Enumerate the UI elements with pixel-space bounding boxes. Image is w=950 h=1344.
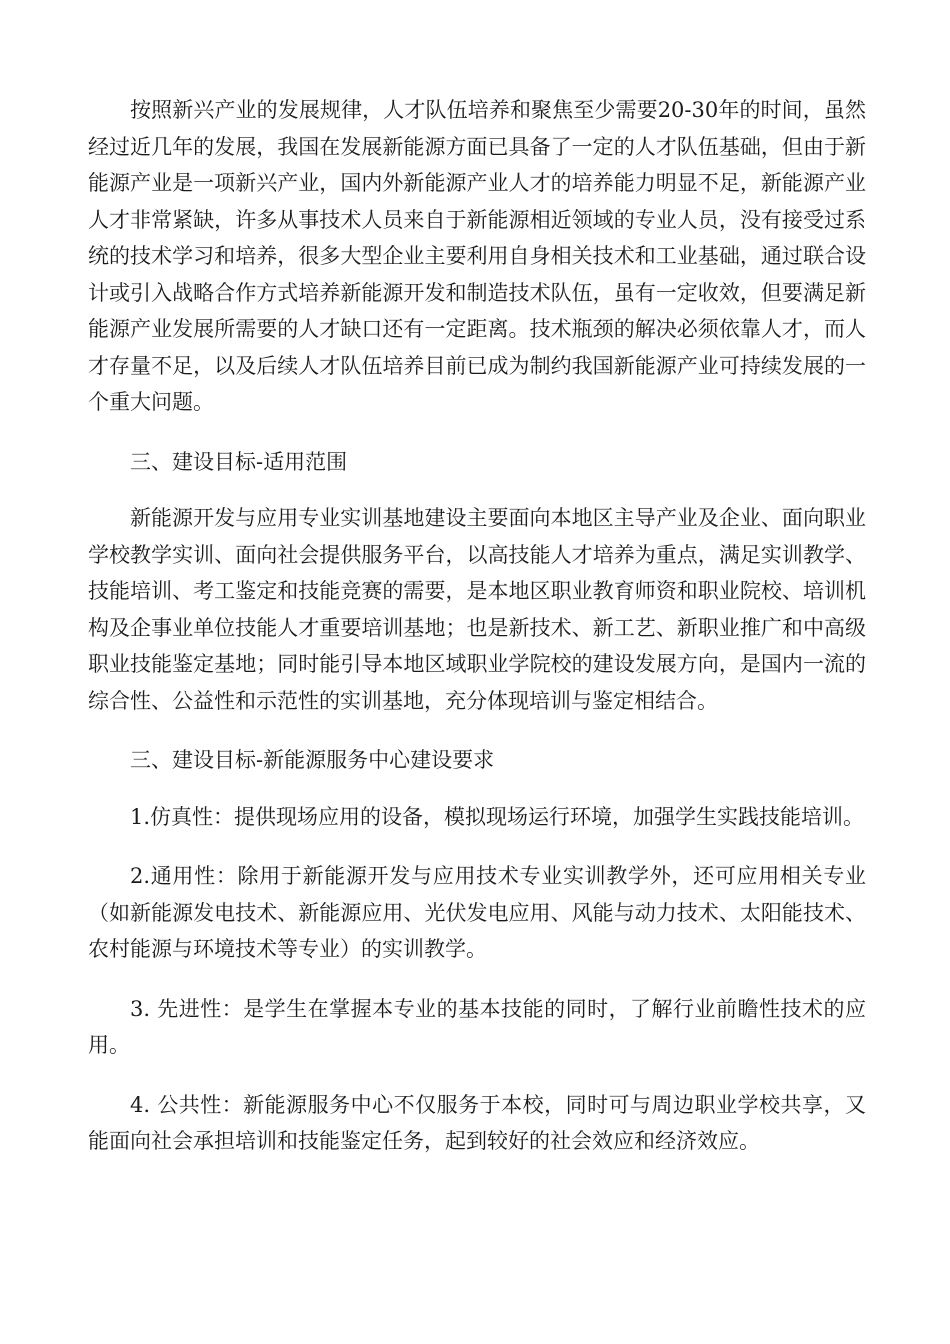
list-item-advancement: 3. 先进性：是学生在掌握本专业的基本技能的同时，了解行业前瞻性技术的应用。	[88, 996, 866, 1057]
paragraph-talent-shortage: 按照新兴产业的发展规律，人才队伍培养和聚焦至少需要20-30年的时间，虽然经过近几年的发展，我国在发展新能源方面已具备了一定的人才队伍基础，但由于新能源产业是一项新兴产业，国内外新能源产业人才的培养能力明显不足，新能源产业人才非常紧缺，许多从事技术人员来自于新能源相近领域的专业人员，没有接受过系统的技术学习和培养，很多大型企业主要利用自身相关技术和工业基础，通过联合设计或引入战略合作方式培养新能源开发和制造技术队伍，虽有一定收效，但要满足新能源产业发展所需要的人才缺口还有一定距离。技术瓶颈的解决必须依靠人才，而人才存量不足，以及后续人才队伍培养目前已成为制约我国新能源产业可持续发展的一个重大问题。	[88, 98, 866, 414]
list-item-public: 4. 公共性：新能源服务中心不仅服务于本校，同时可与周边职业学校共享，又能面向社会承担培训和技能鉴定任务，起到较好的社会效应和经济效应。	[88, 1092, 866, 1153]
section-heading-requirements: 三、建设目标-新能源服务中心建设要求	[130, 748, 495, 772]
document-page	[88, 92, 866, 1183]
list-item-simulation: 1.仿真性：提供现场应用的设备，模拟现场运行环境，加强学生实践技能培训。	[130, 804, 865, 829]
paragraph-training-base: 新能源开发与应用专业实训基地建设主要面向本地区主导产业及企业、面向职业学校教学实训、面向社会提供服务平台，以高技能人才培养为重点，满足实训教学、技能培训、考工鉴定和技能竞赛的需要，是本地区职业教育师资和职业院校、培训机构及企事业单位技能人才重要培训基地；也是新技术、新工艺、新职业推广和中高级职业技能鉴定基地；同时能引导本地区域职业学院校的建设发展方向，是国内一流的综合性、公益性和示范性的实训基地，充分体现培训与鉴定相结合。	[88, 506, 866, 713]
section-heading-scope: 三、建设目标-适用范围	[130, 449, 348, 474]
list-item-generality: 2.通用性：除用于新能源开发与应用技术专业实训教学外，还可应用相关专业（如新能源发电技术、新能源应用、光伏发电应用、风能与动力技术、太阳能技术、农村能源与环境技术等专业）的实训教学。	[88, 864, 866, 961]
